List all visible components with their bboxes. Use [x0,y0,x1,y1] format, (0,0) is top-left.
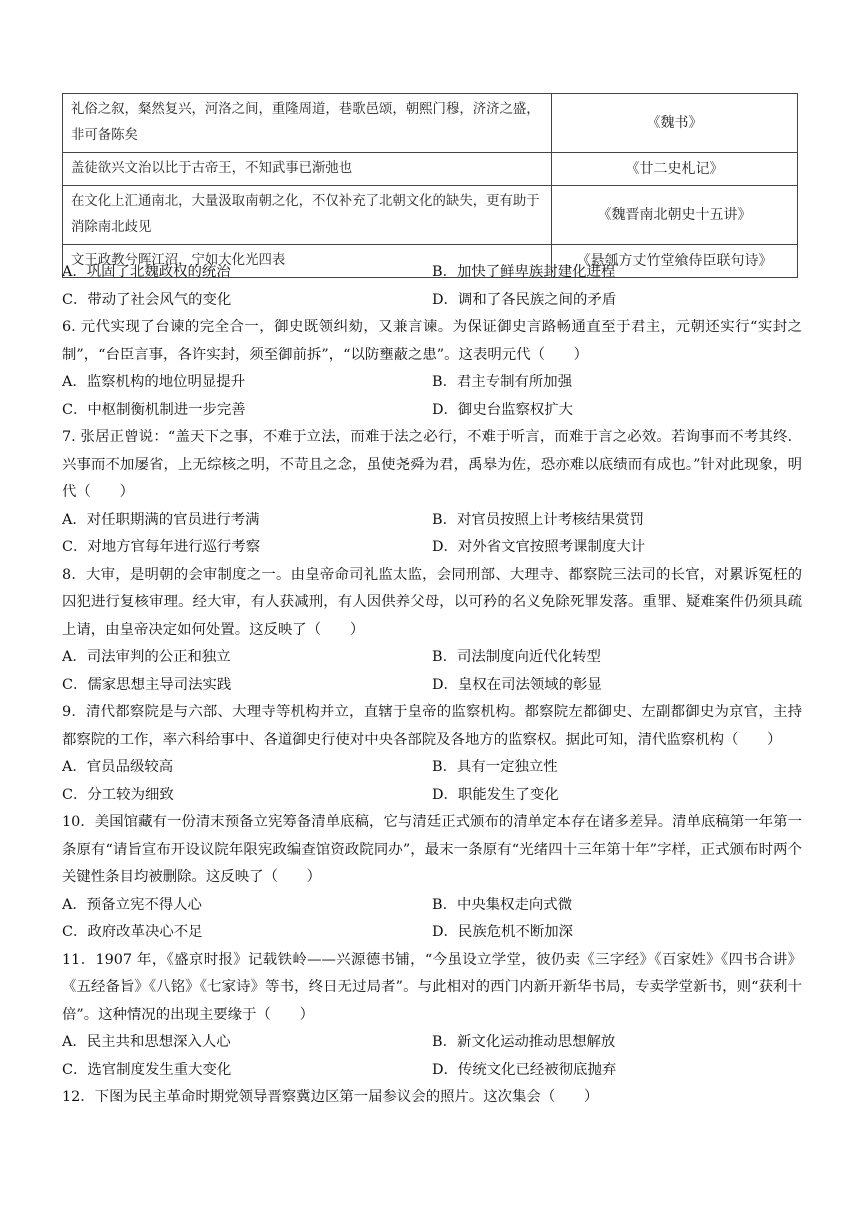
answer-option: B．具有一定独立性 [432,759,558,775]
answer-option: D．传统文化已经被彻底抛弃 [432,1061,617,1078]
answer-option: A．官员品级较高 [62,759,174,775]
question-item [62,947,802,1085]
answer-option: C．政府改革决心不足 [62,924,203,940]
answer-option: C．对地方官每年进行巡行考察 [62,539,261,555]
question-item [62,1084,802,1112]
source-title: 《廿二史札记》 [552,153,798,186]
answer-option: C．分工较为细致 [62,786,174,803]
source-row [63,94,798,153]
source-title: 《悬瓠方丈竹堂飨侍臣联句诗》 [552,245,798,278]
question-options [62,1029,802,1084]
question-list [62,314,802,1112]
answer-option: A．巩固了北魏政权的统治 [62,264,231,280]
answer-option: D．职能发生了变化 [432,786,559,803]
answer-option: D．调和了各民族之间的矛盾 [432,291,617,308]
answer-option: A．民主共和思想深入人心 [62,1034,231,1050]
question-stem: 8．大审，是明朝的会审制度之一。由皇帝命司礼监太监，会同刑部、大理寺、都察院三法司的长官，对累诉冤枉的囚犯进行复核审理。经大审，有人获减刑，有人因供养父母，以可矜的名义免除死罪发落。重罪、疑难案件仍须具疏上请，由皇帝决定如何处置。这反映了（ ） [62,566,802,638]
q5-options [62,259,802,314]
answer-option: A．预备立宪不得人心 [62,896,202,913]
source-quote: 礼俗之叙，粲然复兴，河洛之间，重隆周道，巷歌邑颂，朝熙门穆，济济之盛，非可备陈矣 [63,94,552,153]
question-options [62,754,802,809]
answer-option: D．御史台监察权扩大 [432,401,574,418]
question-stem: 11．1907 年，《盛京时报》记载铁岭——兴源德书铺，“今虽设立学堂，彼仍卖《三字经》《百家姓》《四书合讲》《五经备旨》《八铭》《七家诗》等书，终日无过局者”。与此相对的西门内新开新华书局，专卖学堂新书，则“获利十倍”。这种情况的出现主要缘于（ ） [62,951,802,1023]
question-stem: 10．美国馆藏有一份清末预备立宪筹备清单底稿，它与清廷正式颁布的清单定本存在诸多差异。清单底稿第一年第一条原有“请旨宣布开设议院年限宪政编查馆资政院同办”，最末一条原有“光绪四十三年第十年”字样，正式颁布时两个关键性条目均被删除。这反映了（ ） [62,814,802,885]
answer-option: B．新文化运动推动思想解放 [432,1034,616,1050]
question-item [62,424,802,562]
question-stem: 7. 张居正曾说：“盖天下之事，不难于立法，而难于法之必行，不难于听言，而难于言之必效。若询事而不考其终．兴事而不加屡省，上无综核之明，不苛且之念，虽使尧舜为君，禹皋为佐，恐亦难以底绩而有成也。”针对此现象，明代（ ） [62,429,802,500]
source-title: 《魏书》 [552,94,798,153]
question-options [62,507,802,562]
answer-option: A．司法审判的公正和独立 [62,649,231,665]
question-content [62,259,802,1112]
answer-option: D．民族危机不断加深 [432,924,574,940]
source-row [63,153,798,186]
answer-option: B．对官员按照上计考核结果赏罚 [432,511,645,528]
answer-option: C．儒家思想主导司法实践 [62,676,232,693]
question-stem: 9．清代都察院是与六部、大理寺等机构并立，直辖于皇帝的监察机构。都察院左都御史、左副都御史为京官，主持都察院的工作，率六科给事中、各道御史行使对中央各部院及各地方的监察权。据此可知，清代监察机构（ ） [62,704,802,748]
question-item [62,314,802,424]
answer-option: A．监察机构的地位明显提升 [62,374,246,390]
source-row [63,186,798,245]
answer-option: A．对任职期满的官员进行考满 [62,511,260,528]
answer-option: B．司法制度向近代化转型 [432,649,601,665]
answer-option: B．中央集权走向式微 [432,896,573,913]
question-stem: 12．下图为民主革命时期党领导晋察冀边区第一届参议会的照片。这次集会（ ） [62,1089,599,1105]
source-quote: 盖徒欲兴文治以比于古帝王，不知武事已渐弛也 [63,153,552,186]
answer-option: C．带动了社会风气的变化 [62,291,232,308]
source-quote: 在文化上汇通南北，大量汲取南朝之化，不仅补充了北朝文化的缺失，更有助于消除南北歧见 [63,186,552,245]
source-quote: 文王政教兮晖江沼，宁如大化光四表 [63,245,552,278]
question-options [62,892,802,947]
source-title: 《魏晋南北朝史十五讲》 [552,186,798,245]
question-item [62,699,802,809]
answer-option: B．加快了鲜卑族封建化进程 [432,264,616,280]
question-item [62,562,802,700]
source-table [62,93,798,278]
question-item [62,809,802,947]
source-table-body [63,94,798,278]
answer-option: B．君主专制有所加强 [432,374,573,390]
question-options [62,369,802,424]
answer-option: C．中枢制衡机制进一步完善 [62,401,246,418]
answer-option: C．选官制度发生重大变化 [62,1061,232,1078]
answer-option: D．皇权在司法领域的彰显 [432,676,602,693]
question-stem: 6. 元代实现了台谏的完全合一，御史既领纠劾，又兼言谏。为保证御史言路畅通直至于君主，元朝还实行“实封之制”，“台臣言事，各许实封，须至御前拆”，“以防壅蔽之患”。这表明元代（ ） [62,319,802,363]
answer-option: D．对外省文官按照考课制度大计 [432,539,646,555]
question-options [62,644,802,699]
